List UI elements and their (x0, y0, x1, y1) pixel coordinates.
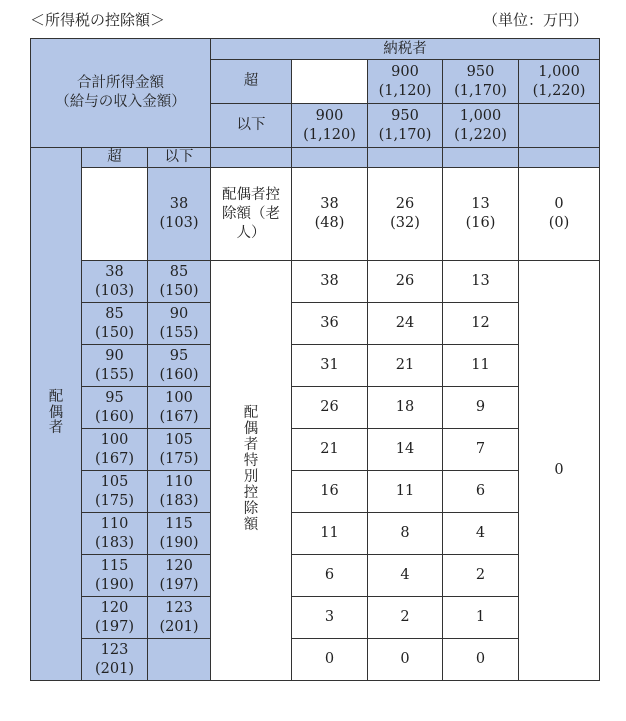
spouse-over-cell: 95 (160) (82, 387, 148, 429)
spouse-over-cell: 120 (197) (82, 597, 148, 639)
deduction-value: 38 (48) (292, 168, 368, 261)
deduction-value: 0 (443, 639, 519, 681)
spouse-over-label: 超 (82, 148, 148, 168)
deduction-value: 16 (292, 471, 368, 513)
deduction-value: 0 (0) (519, 168, 600, 261)
deduction-value: 6 (443, 471, 519, 513)
spouse-under-cell: 105 (175) (148, 429, 211, 471)
deduction-value: 24 (368, 303, 443, 345)
spouse-over-cell: 100 (167) (82, 429, 148, 471)
taxpayer-over-cell: 1,000 (1,220) (519, 60, 600, 104)
taxpayer-under-cell: 950 (1,170) (368, 104, 443, 148)
spouse-under-cell: 123 (201) (148, 597, 211, 639)
deduction-value: 7 (443, 429, 519, 471)
deduction-value: 21 (368, 345, 443, 387)
deduction-value: 8 (368, 513, 443, 555)
taxpayer-under-cell: 900 (1,120) (292, 104, 368, 148)
spouse-under-cell: 100 (167) (148, 387, 211, 429)
deduction-value: 9 (443, 387, 519, 429)
deduction-value: 13 (16) (443, 168, 519, 261)
deduction-value: 21 (292, 429, 368, 471)
taxpayer-over-label: 超 (211, 60, 292, 104)
deduction-value: 0 (292, 639, 368, 681)
spouse-deduction-label: 配偶者控除額（老人） (211, 168, 292, 261)
spouse-over-cell (82, 168, 148, 261)
deduction-value: 11 (368, 471, 443, 513)
spouse-over-cell: 115 (190) (82, 555, 148, 597)
deduction-value: 2 (443, 555, 519, 597)
table-caption: ＜所得税の控除額＞ (30, 11, 166, 29)
deduction-value: 26 (368, 261, 443, 303)
deduction-value: 14 (368, 429, 443, 471)
taxpayer-over-cell (292, 60, 368, 104)
deduction-value: 26 (292, 387, 368, 429)
spouse-under-cell: 38 (103) (148, 168, 211, 261)
deduction-value: 1 (443, 597, 519, 639)
spouse-under-cell: 110 (183) (148, 471, 211, 513)
deduction-value: 6 (292, 555, 368, 597)
blank-cell (368, 148, 443, 168)
taxpayer-header: 納税者 (211, 39, 600, 60)
spouse-under-cell: 120 (197) (148, 555, 211, 597)
deduction-table (30, 38, 600, 681)
spouse-under-cell: 95 (160) (148, 345, 211, 387)
deduction-value: 26 (32) (368, 168, 443, 261)
deduction-value: 36 (292, 303, 368, 345)
spouse-over-cell: 110 (183) (82, 513, 148, 555)
deduction-value: 4 (368, 555, 443, 597)
blank-cell (211, 148, 292, 168)
taxpayer-under-cell: 1,000 (1,220) (443, 104, 519, 148)
taxpayer-under-cell (519, 104, 600, 148)
deduction-value: 11 (292, 513, 368, 555)
deduction-value: 18 (368, 387, 443, 429)
spouse-under-cell: 115 (190) (148, 513, 211, 555)
spouse-over-cell: 123 (201) (82, 639, 148, 681)
deduction-value: 38 (292, 261, 368, 303)
unit-note: （単位：万円） (482, 11, 588, 29)
income-sub-label: （給与の収入金額） (55, 94, 186, 110)
deduction-value: 2 (368, 597, 443, 639)
special-deduction-label: 配偶者特別控除額 (211, 261, 292, 681)
deduction-value-merged: 0 (519, 261, 600, 681)
deduction-value: 11 (443, 345, 519, 387)
spouse-under-cell: 90 (155) (148, 303, 211, 345)
spouse-over-cell: 38 (103) (82, 261, 148, 303)
taxpayer-under-label: 以下 (211, 104, 292, 148)
income-label: 合計所得金額 (77, 75, 164, 91)
deduction-value: 4 (443, 513, 519, 555)
blank-cell (519, 148, 600, 168)
deduction-value: 31 (292, 345, 368, 387)
deduction-value: 12 (443, 303, 519, 345)
deduction-value: 0 (368, 639, 443, 681)
blank-cell (443, 148, 519, 168)
blank-cell (292, 148, 368, 168)
spouse-over-cell: 85 (150) (82, 303, 148, 345)
spouse-under-label: 以下 (148, 148, 211, 168)
spouse-under-cell: 85 (150) (148, 261, 211, 303)
spouse-label: 配偶者 (31, 148, 82, 681)
income-header (31, 39, 211, 148)
spouse-over-cell: 105 (175) (82, 471, 148, 513)
deduction-value: 13 (443, 261, 519, 303)
taxpayer-over-cell: 900 (1,120) (368, 60, 443, 104)
taxpayer-over-cell: 950 (1,170) (443, 60, 519, 104)
spouse-over-cell: 90 (155) (82, 345, 148, 387)
deduction-value: 3 (292, 597, 368, 639)
spouse-under-cell (148, 639, 211, 681)
